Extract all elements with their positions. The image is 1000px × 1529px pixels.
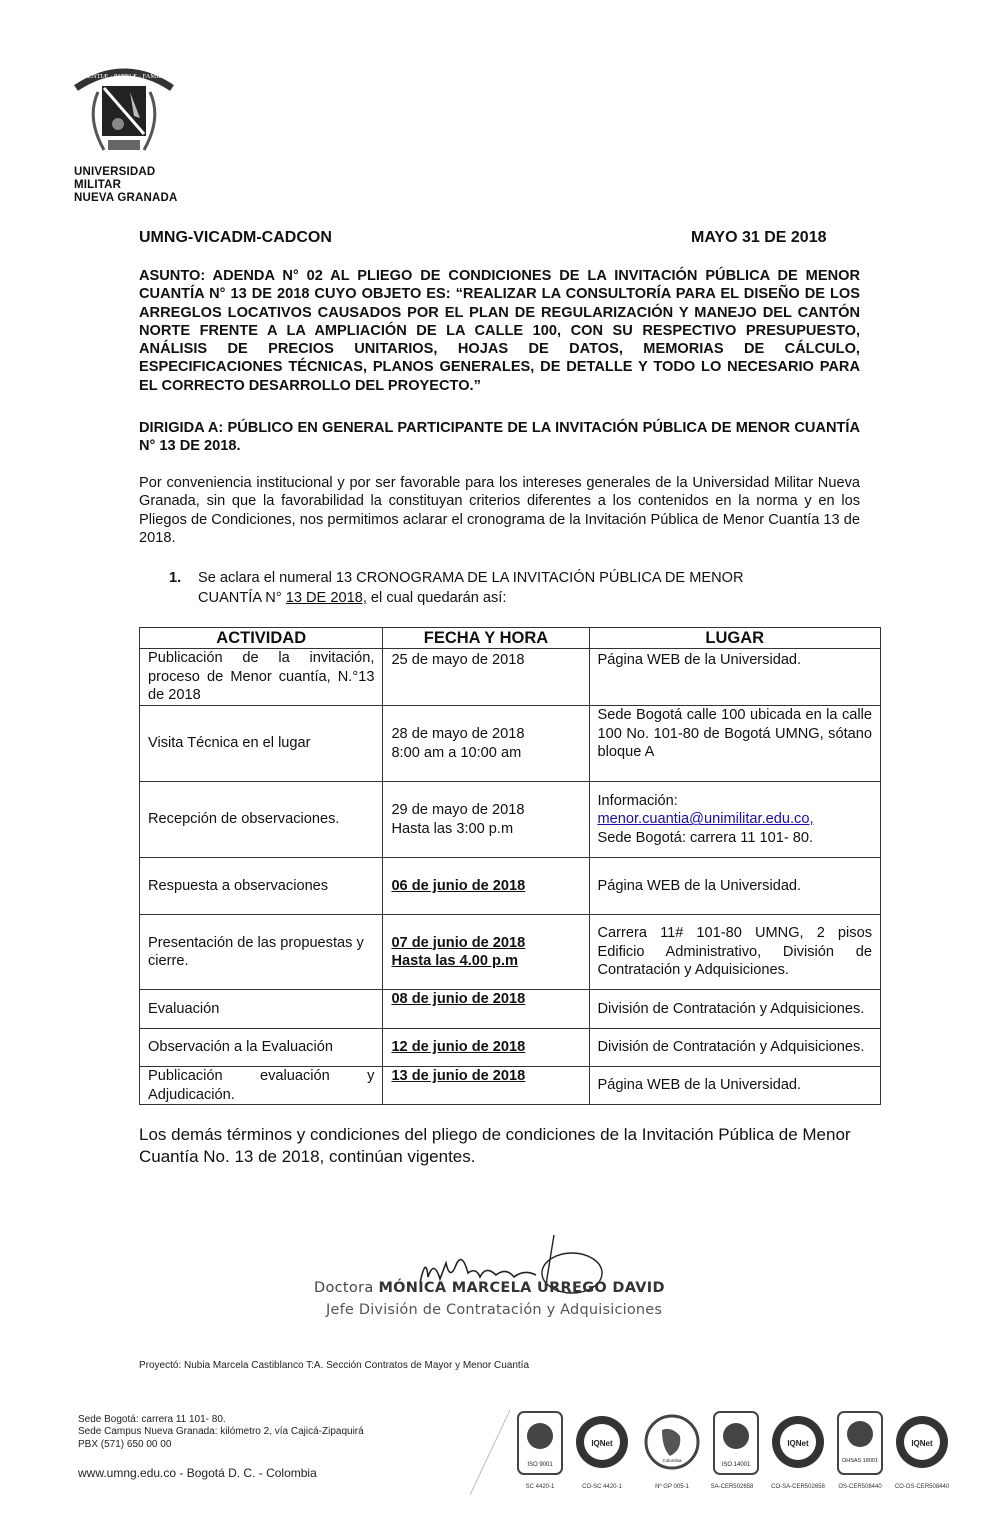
subject: ASUNTO: ADENDA N° 02 AL PLIEGO DE CONDICIONES DE LA INVITACIÓN PÚBLICA DE MENOR CUANTÍA N° 13 DE 2018 CUYO OBJETO ES: “REALIZAR LA CONSULTORÍA PARA EL DISEÑO DE LOS ARREGLOS LOCATIVOS CAUSADOS POR EL PLAN DE REGULARIZACIÓN Y MANEJO DEL CANTÓN NORTE FRENTE A LA AMPLIACIÓN DE LA CALLE 100, CON SU RESPECTIVO PRESUPUESTO, ANÁLISIS DE PRECIOS UNITARIOS, HOJAS DE DATOS, MEMORIAS DE CÁLCULO, ESPECIFICACIONES TÉCNICAS, PLANOS GENERALES, DE DETALLE Y TODO LO NECESARIO PARA EL CORRECTO DESARROLLO DEL PROYECTO.” <box>139 268 860 394</box>
footer-line2: Sede Campus Nueva Granada: kilómetro 2, vía Cajicá-Zipaquirá <box>78 1426 364 1438</box>
table-row <box>140 782 881 858</box>
cell-fecha-line2: 8:00 am a 10:00 am <box>391 744 522 761</box>
cell-lugar <box>589 649 881 706</box>
iqnet-icon <box>771 1416 825 1490</box>
cell-fecha <box>383 990 589 1029</box>
cell-lugar-line1: Información: <box>597 792 678 809</box>
svg-text:IQNet: IQNet <box>787 1439 809 1448</box>
cell-fecha <box>383 649 589 706</box>
cell-fecha-line1: 12 de junio de 2018 <box>391 1039 526 1056</box>
cell-lugar <box>589 1067 881 1105</box>
footer-web: www.umng.edu.co - Bogotá D. C. - Colombia <box>78 1466 317 1480</box>
cell-lugar <box>589 782 881 858</box>
closing-paragraph: Los demás términos y condiciones del pliego de condiciones de la Invitación Pública de Menor Cuantía No. 13 de 2018, continúan vigentes. <box>139 1125 851 1166</box>
cell-fecha-line2: Hasta las 4.00 p.m <box>391 953 518 969</box>
cell-fecha-line1: 28 de mayo de 2018 <box>391 726 525 742</box>
iqnet-icon <box>576 1416 628 1490</box>
item-line2-end: el cual quedarán así: <box>366 590 507 606</box>
cell-fecha <box>383 915 589 990</box>
cell-lugar <box>589 858 881 915</box>
svg-text:IQNet: IQNet <box>591 1439 613 1448</box>
cell-fecha <box>383 858 589 915</box>
cell-lugar <box>589 990 881 1029</box>
cell-actividad: Publicación evaluación y Adjudicación. <box>140 1067 383 1105</box>
item-line2-start: CUANTÍA N° <box>198 590 286 606</box>
cell-actividad: Recepción de observaciones. <box>140 782 383 858</box>
cell-lugar <box>589 706 881 782</box>
cell-actividad: Observación a la Evaluación <box>140 1029 383 1067</box>
cell-fecha <box>383 782 589 858</box>
table-row <box>140 915 881 990</box>
svg-text:SC 4420-1: SC 4420-1 <box>525 1484 555 1490</box>
table-row <box>140 858 881 915</box>
document-date: MAYO 31 DE 2018 <box>691 229 827 246</box>
university-name-line1: UNIVERSIDAD MILITAR <box>74 166 156 191</box>
footer-line1: Sede Bogotá: carrera 11 101- 80. <box>78 1414 226 1425</box>
svg-text:CO-SA-CER502658: CO-SA-CER502658 <box>771 1484 825 1490</box>
signatory-role: Jefe División de Contratación y Adquisiciones <box>326 1302 663 1318</box>
signatory-title: Doctora <box>314 1280 374 1296</box>
cell-fecha <box>383 1029 589 1067</box>
cell-fecha-line1: 25 de mayo de 2018 <box>391 652 525 668</box>
colombia-certification-icon <box>646 1416 698 1490</box>
cell-lugar-line1: Página WEB de la Universidad. <box>597 877 802 894</box>
university-name <box>74 166 194 205</box>
cell-lugar-line1: Carrera 11# 101-80 UMNG, 2 pisos Edificio Administrativo, División de Contratación y Adquisiciones. <box>597 925 872 979</box>
certification-logos <box>470 1400 990 1500</box>
item-line2-underlined: 13 DE 2018, <box>285 590 367 606</box>
cell-fecha-line1: 06 de junio de 2018 <box>391 877 526 894</box>
email-link[interactable]: menor.cuantia@unimilitar.edu.co, <box>597 811 814 828</box>
logo-motto: SCIENTIÆ · PATRIÆ · FAMILIÆ <box>77 73 171 80</box>
cell-fecha-line1: 07 de junio de 2018 <box>391 934 526 951</box>
intro-paragraph: Por conveniencia institucional y por ser favorable para los intereses generales de la Universidad Militar Nueva Granada, sin que la favorabilidad la constituyan criterios diferentes a los contenidos en la norma y en los Pliegos de Condiciones, nos permitimos aclarar el cronograma de la Invitación Pública de Menor Cuantía 13 de 2018. <box>139 475 860 547</box>
cell-lugar-line1: División de Contratación y Adquisiciones. <box>597 1039 865 1056</box>
signatory-full-name: MÓNICA MARCELA URREGO DAVID <box>378 1280 665 1296</box>
cell-lugar-line1: Sede Bogotá calle 100 ubicada en la calle 100 No. 101-80 de Bogotá UMNG, sótano bloque A <box>597 707 872 760</box>
header-fecha: FECHA Y HORA <box>383 628 589 649</box>
svg-text:IQNet: IQNet <box>911 1439 933 1448</box>
addressee: DIRIGIDA A: PÚBLICO EN GENERAL PARTICIPANTE DE LA INVITACIÓN PÚBLICA DE MENOR CUANTÍA N° 13 DE 2018. <box>139 420 860 455</box>
cell-lugar <box>589 915 881 990</box>
svg-text:Colombia: Colombia <box>662 1458 682 1463</box>
cell-fecha-line1: 08 de junio de 2018 <box>391 991 526 1007</box>
prepared-by: Proyectó: Nubia Marcela Castiblanco T:A. Sección Contratos de Mayor y Menor Cuantía <box>139 1360 529 1371</box>
footer-address <box>78 1414 364 1451</box>
numbered-item <box>169 568 860 608</box>
university-name-line2: NUEVA GRANADA <box>74 192 178 204</box>
svg-text:CO-SC 4420-1: CO-SC 4420-1 <box>582 1484 622 1490</box>
cell-actividad: Evaluación <box>140 990 383 1029</box>
iqnet-icon <box>895 1416 950 1490</box>
table-header-row <box>140 628 881 649</box>
table-row <box>140 706 881 782</box>
cell-lugar-line1: Página WEB de la Universidad. <box>597 1077 802 1094</box>
item-number: 1. <box>169 570 182 586</box>
cell-fecha-line1: 13 de junio de 2018 <box>391 1068 526 1084</box>
cell-fecha-line1: 29 de mayo de 2018 <box>391 802 525 818</box>
cell-lugar-line3: Sede Bogotá: carrera 11 101- 80. <box>597 829 814 846</box>
ohsas-18001-icon <box>838 1412 882 1490</box>
header-lugar: LUGAR <box>589 628 881 649</box>
document-reference: UMNG-VICADM-CADCON <box>139 229 332 246</box>
footer-line3: PBX (571) 650 00 00 <box>78 1438 172 1450</box>
schedule-table <box>139 627 881 1105</box>
cell-actividad: Publicación de la invitación, proceso de Menor cuantía, N.°13 de 2018 <box>140 649 383 706</box>
cell-actividad: Respuesta a observaciones <box>140 858 383 915</box>
header-actividad: ACTIVIDAD <box>140 628 383 649</box>
svg-text:ISO 9001: ISO 9001 <box>527 1462 553 1468</box>
cell-lugar <box>589 1029 881 1067</box>
iso-9001-icon <box>518 1412 562 1490</box>
table-row <box>140 649 881 706</box>
svg-text:OHSAS 18001: OHSAS 18001 <box>841 1458 879 1464</box>
table-row <box>140 990 881 1029</box>
cell-actividad: Presentación de las propuestas y cierre. <box>140 915 383 990</box>
svg-text:OS-CER508440: OS-CER508440 <box>838 1484 882 1490</box>
cell-lugar-line1: División de Contratación y Adquisiciones. <box>597 1000 865 1017</box>
svg-text:SA-CER502658: SA-CER502658 <box>710 1484 754 1490</box>
cell-fecha <box>383 706 589 782</box>
cell-actividad: Visita Técnica en el lugar <box>140 706 383 782</box>
signatory-name <box>314 1280 665 1296</box>
cell-lugar-line1: Página WEB de la Universidad. <box>597 652 802 668</box>
table-row <box>140 1029 881 1067</box>
cell-fecha-line2: Hasta las 3:00 p.m <box>391 820 514 837</box>
iso-14001-icon <box>711 1412 758 1490</box>
table-row <box>140 1067 881 1105</box>
cell-fecha <box>383 1067 589 1105</box>
svg-text:CO-OS-CER508440: CO-OS-CER508440 <box>894 1484 950 1490</box>
item-text: Se aclara el numeral 13 CRONOGRAMA DE LA INVITACIÓN PÚBLICA DE MENOR <box>198 570 744 586</box>
svg-text:ISO 14001: ISO 14001 <box>721 1462 751 1468</box>
item-line2 <box>169 588 860 608</box>
svg-text:Nº GP 005-1: Nº GP 005-1 <box>655 1484 689 1490</box>
